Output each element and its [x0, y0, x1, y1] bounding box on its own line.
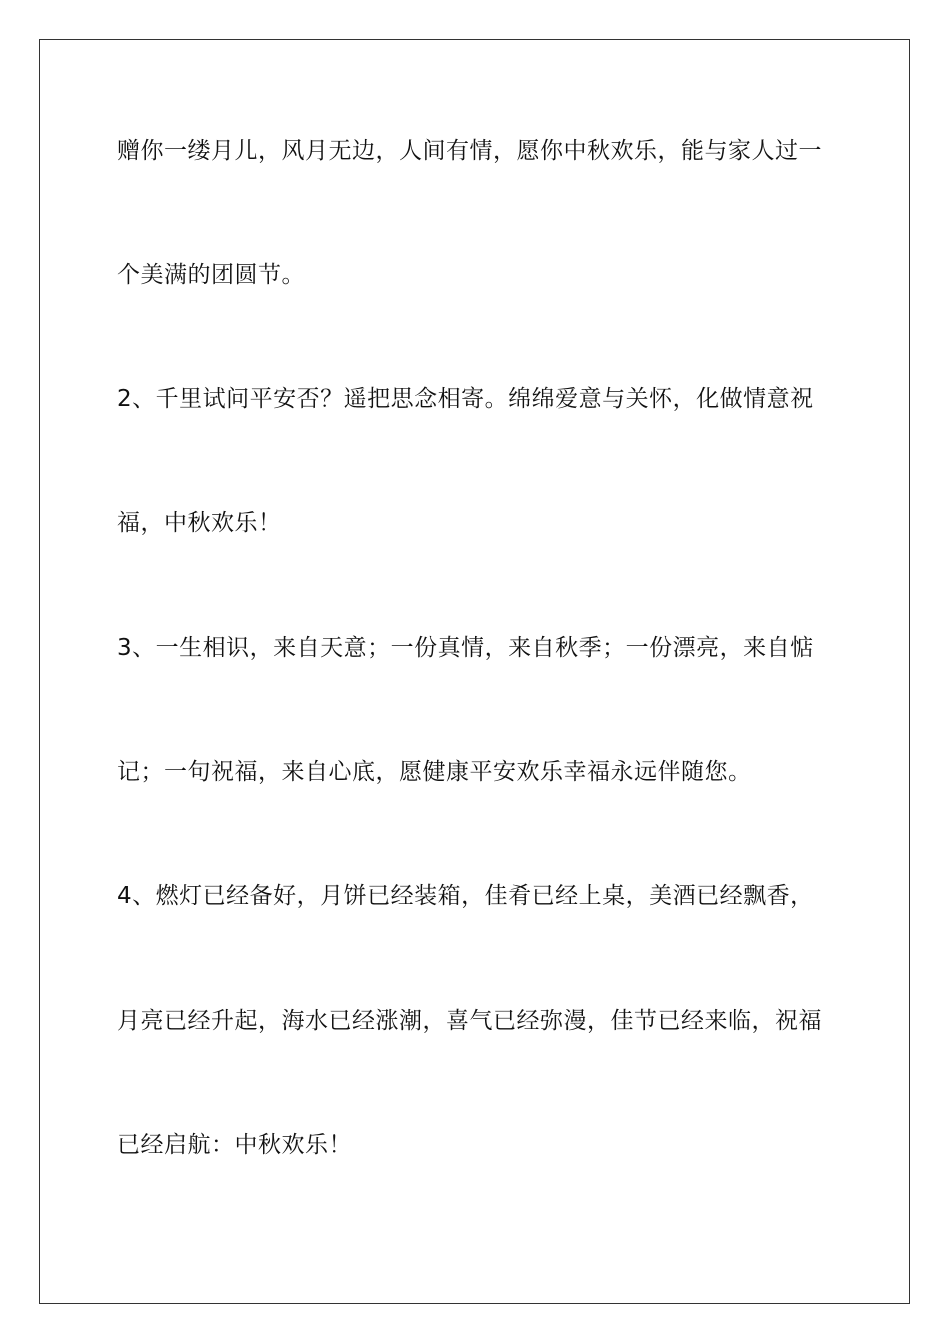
text-line-4: 福，中秋欢乐！ — [117, 510, 282, 536]
text-line-2: 个美满的团圆节。 — [117, 262, 305, 288]
text-line-1: 赠你一缕月儿，风月无边，人间有情，愿你中秋欢乐，能与家人过一 — [117, 138, 822, 164]
text-line-8: 月亮已经升起，海水已经涨潮，喜气已经弥漫，佳节已经来临，祝福 — [117, 1008, 822, 1034]
text-line-9: 已经启航：中秋欢乐！ — [117, 1132, 352, 1158]
text-line-3: 2、千里试问平安否？遥把思念相寄。绵绵爱意与关怀，化做情意祝 — [117, 386, 814, 412]
page-frame — [39, 39, 910, 1304]
text-line-7: 4、燃灯已经备好，月饼已经装箱，佳肴已经上桌，美酒已经飘香， — [117, 883, 814, 909]
text-line-6: 记；一句祝福，来自心底，愿健康平安欢乐幸福永远伴随您。 — [117, 759, 752, 785]
text-line-5: 3、一生相识，来自天意；一份真情，来自秋季；一份漂亮，来自惦 — [117, 635, 814, 661]
